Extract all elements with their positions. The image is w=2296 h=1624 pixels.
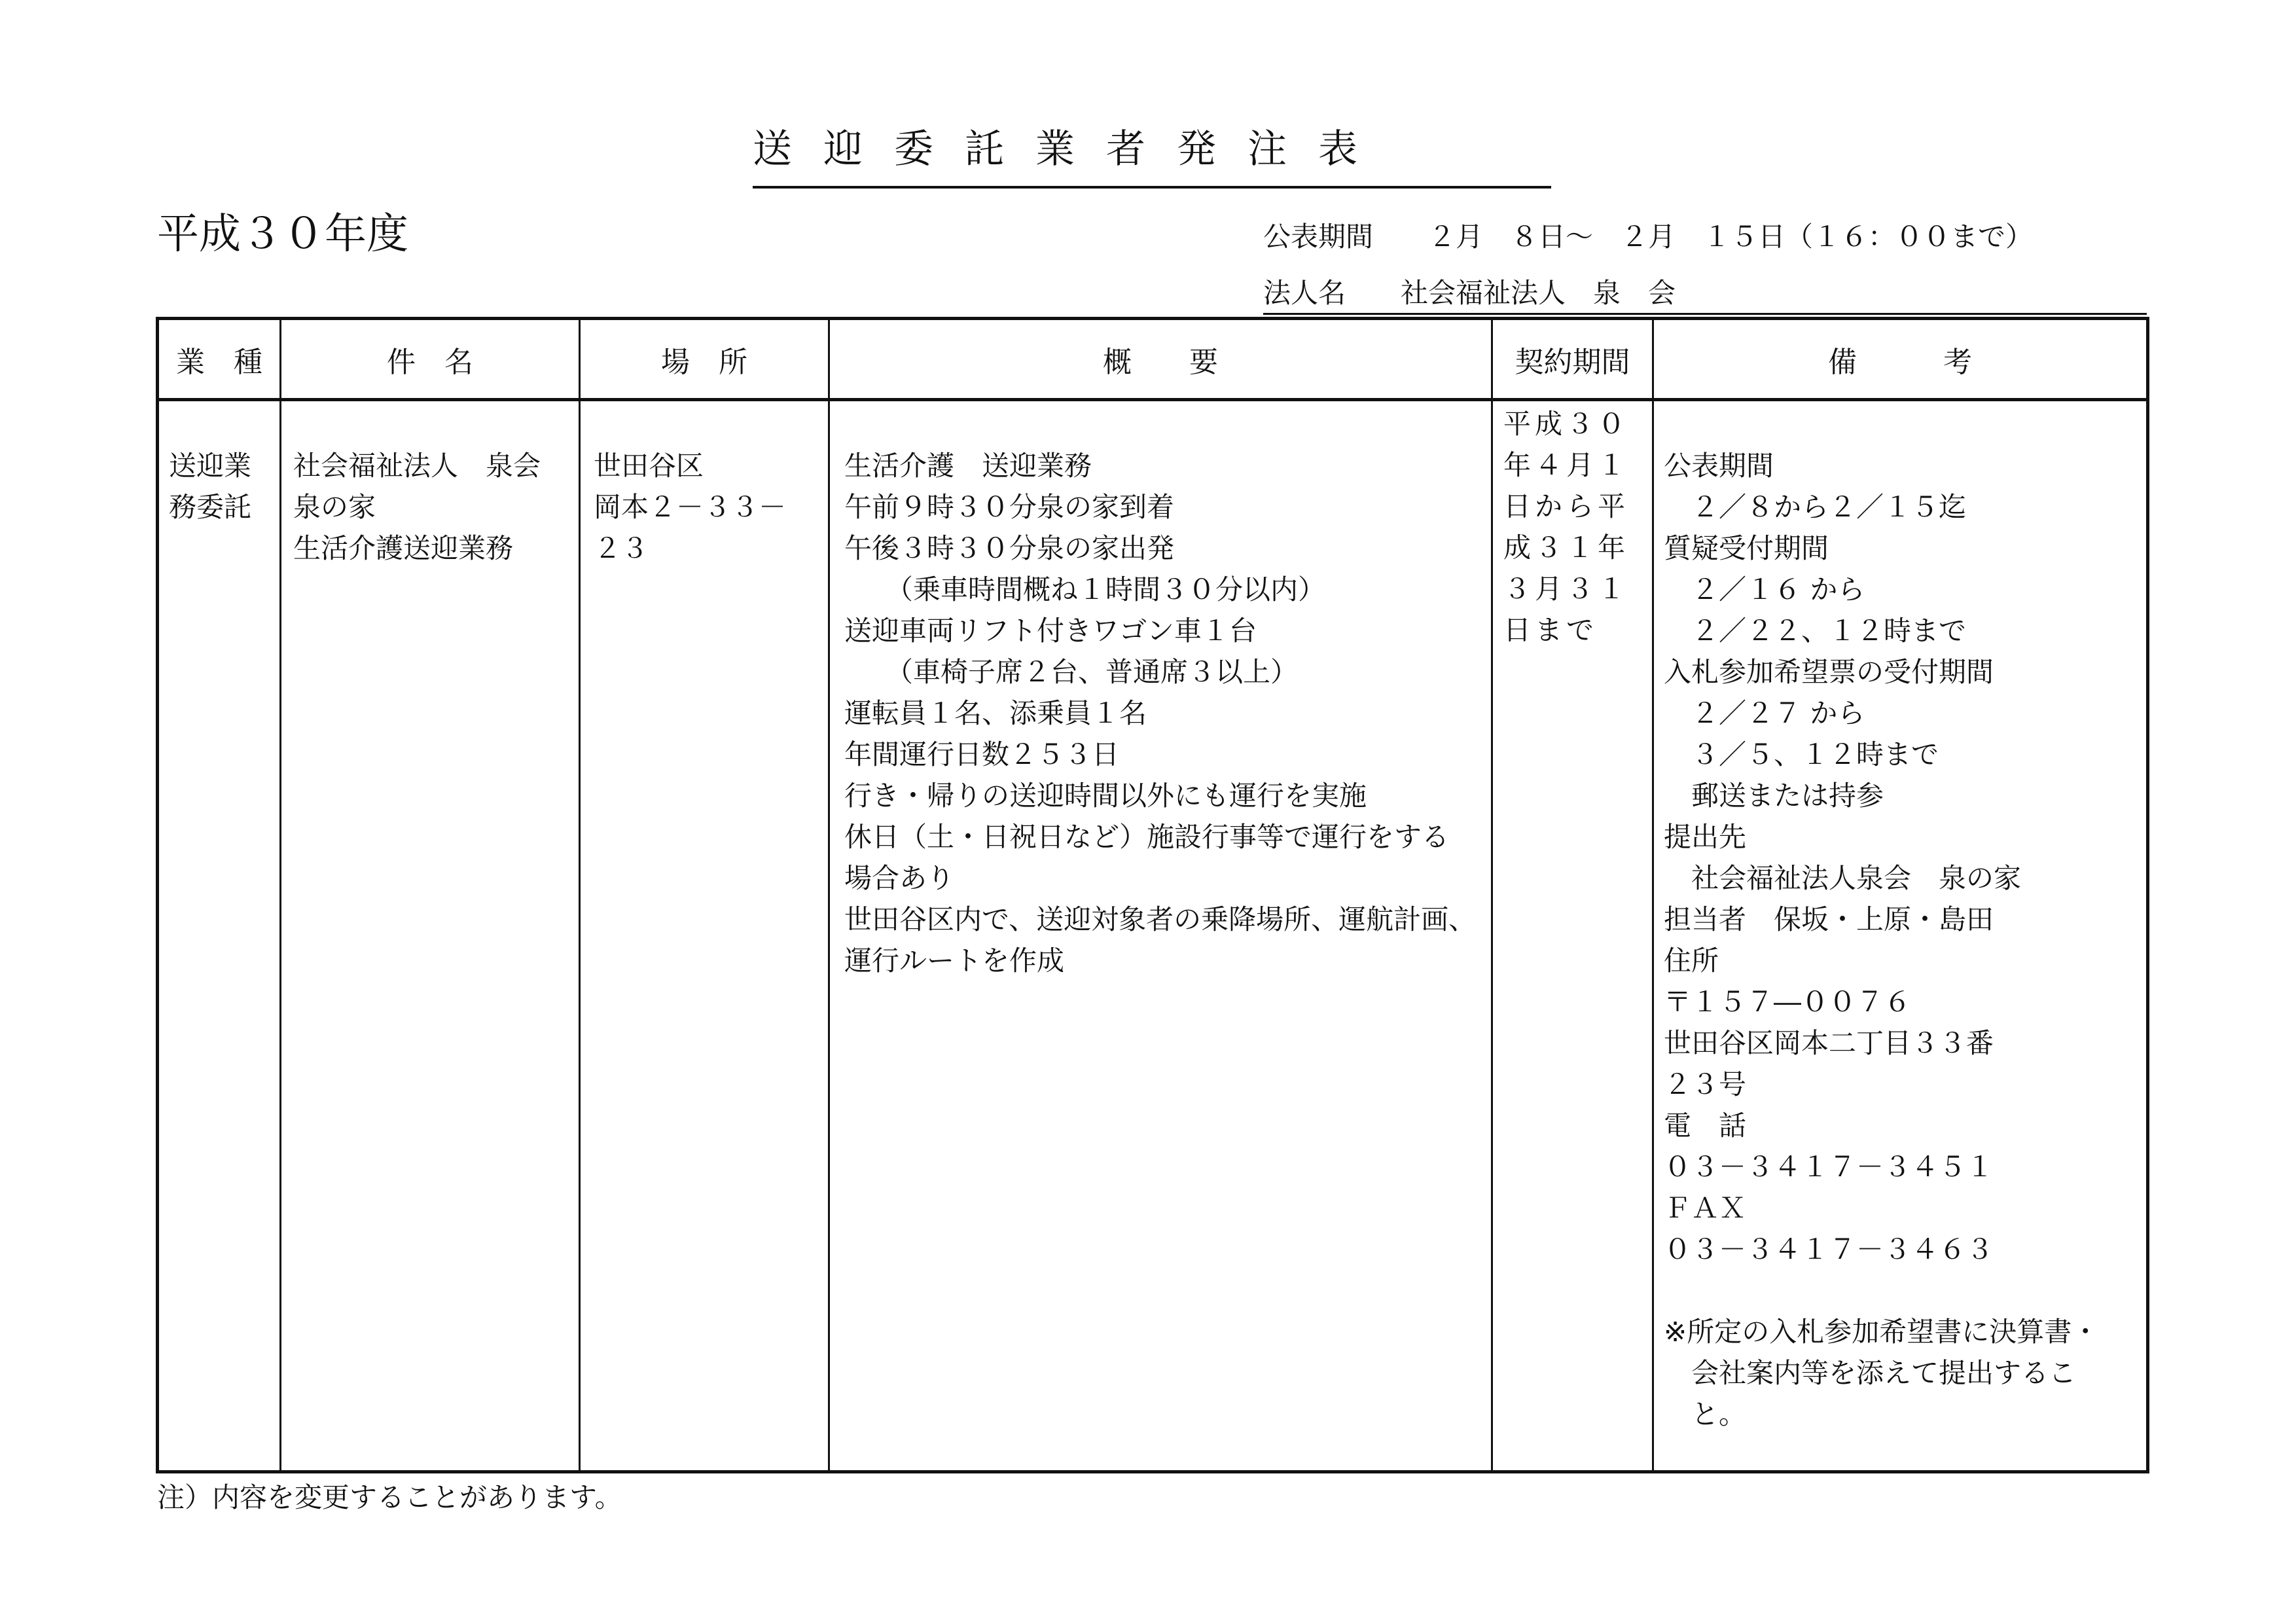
corporation-name: 法人名 社会福祉法人 泉 会 [1263, 274, 2147, 315]
footnote: 注）内容を変更することがあります。 [157, 1481, 622, 1513]
header-category: 業 種 [176, 345, 262, 379]
header-subject: 件 名 [387, 345, 473, 379]
column-divider [279, 317, 281, 1473]
header-contract-period: 契約期間 [1515, 345, 1630, 379]
table-header-divider [156, 398, 2149, 401]
cell-subject: 社会福祉法人 泉会 泉の家 生活介護送迎業務 [293, 450, 541, 564]
column-divider [579, 317, 581, 1473]
document-title: 送迎委託業者発注表 [753, 123, 1551, 189]
column-divider [1652, 317, 1654, 1473]
column-divider [1491, 317, 1493, 1473]
cell-location: 世田谷区 岡本２－３３－ ２３ [594, 450, 787, 564]
cell-summary: 生活介護 送迎業務 午前９時３０分泉の家到着 午後３時３０分泉の家出発 （乗車時間概ね１時間３０分以内） 送迎車両リフト付きワゴン車１台 （車椅子席２台、普通席３以上） 運転員１名、添乗員１名 年間運行日数２５３日 行き・帰りの送迎時間以外にも運行を実施 休日（土・日祝日など）施設行事等で運行をする 場合あり 世田谷区内で、送迎対象者の乗降場所、運航計画、 運行ルートを作成 [844, 450, 1477, 977]
column-divider [828, 317, 830, 1473]
header-location: 場 所 [661, 345, 747, 379]
cell-category: 送迎業 務委託 [169, 450, 252, 523]
cell-contract-period: 平成３０ 年４月１ 日から平 成３１年 ３月３１ 日まで [1503, 408, 1630, 646]
cell-remarks: 公表期間 ２／８から２／１５迄 質疑受付期間 ２／１６ から ２／２２、１２時まで 入札参加希望票の受付期間 ２／２７ から ３／５、１２時まで 郵送または持参 提出先 社会福祉法人泉会 泉の家 担当者 保坂・上原・島田 住所 〒１５７―００７６ 世田谷区岡本二丁目３３番 ２３号 電 話 ０３－３４１７－３４５１ ＦＡＸ ０３－３４１７－３４６３ ※所定の入札参加希望書に決算書・ 会社案内等を添えて提出するこ と。 [1664, 450, 2100, 1430]
header-summary: 概 要 [1103, 345, 1218, 379]
publication-period: 公表期間 ２月 ８日～ ２月 １５日（１６：００まで） [1263, 221, 2034, 253]
fiscal-year: 平成３０年度 [157, 210, 408, 259]
header-remarks: 備 考 [1828, 345, 1972, 379]
